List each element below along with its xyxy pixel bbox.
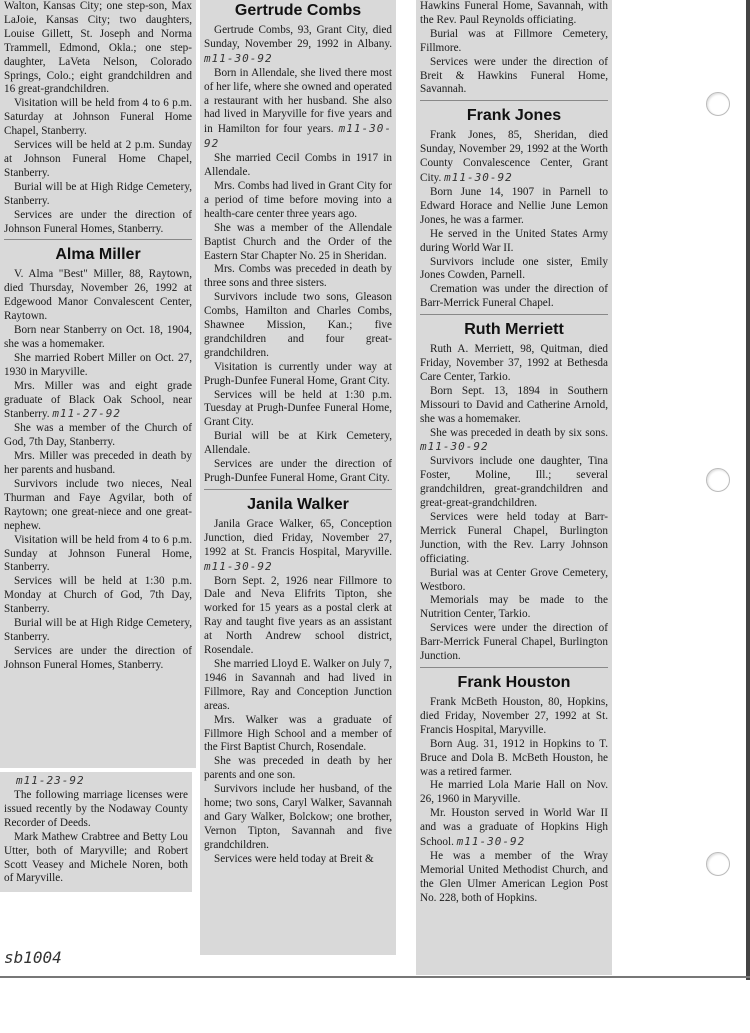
obit-paragraph: Born Sept. 2, 1926 near Fillmore to Dale and Neva Elifrits Tipton, she worked for 15 years as a postal clerk at Ray and taught five years as an assistant at North Andrew school district, Rosendale. [204,574,392,657]
obit-paragraph: Services were held today at Breit & [214,852,374,865]
obit-paragraph: Visitation is currently under way at Prugh-Dunfee Funeral Home, Grant City. [204,360,392,387]
obit-paragraph: She was preceded in death by her parents and one son. [204,755,392,782]
handwritten-date: m11-27-92 [52,407,121,421]
obit-title-gertrude-combs: Gertrude Combs [234,2,362,19]
obit-paragraph [204,24,392,67]
obit-paragraph: Mrs. Miller was preceded in death by her parents and husband. [4,450,192,477]
obit-paragraph [420,807,608,850]
obit-paragraph: Mrs. Walker was a graduate of Fillmore High School and a member of the First Baptist Church, Rosendale. [204,713,392,754]
obit-text: Mrs. Miller was and eight grade graduate of Black Oak School, near Stanberry. [4,379,192,421]
obit-paragraph: Burial will be at Kirk Cemetery, Allendale. [204,430,392,457]
handwritten-date: m11-30-92 [204,51,273,65]
obit-continuation: Services will be held at 2 p.m. Sunday at Johnson Funeral Home Chapel, Stanberry. [4,139,192,179]
column-3-clipping [416,0,612,975]
obit-paragraph: Services are under the direction of Prugh-Dunfee Funeral Home, Grant City. [204,458,392,484]
obit-paragraph: V. Alma "Best" Miller, 88, Raytown, died Thursday, November 26, 1992 at Edgewood Manor Convalescent Center, Raytown. [4,268,192,323]
obit-paragraph [204,518,392,575]
obit-paragraph: Survivors include one sister, Emily Jones Cowden, Parnell. [420,255,608,282]
handwritten-date: m11-30-92 [456,835,526,849]
obit-paragraph: Services are under the direction of Johnson Funeral Homes, Stanberry. [4,644,192,671]
obit-title-janila-walker: Janila Walker [247,495,349,513]
obit-continuation: Burial was at Fillmore Cemetery, Fillmore. [420,27,608,54]
obit-text: Janila Grace Walker, 65, Conception Junction, died Friday, November 27, 1992 at St. Francis Hospital, Maryville. [204,517,392,558]
obit-paragraph [420,427,608,456]
handwritten-date: m11-30-92 [444,171,513,185]
obit-paragraph: She married Robert Miller on Oct. 27, 1930 in Maryville. [4,351,192,378]
obit-continuation: Hawkins Funeral Home, Savannah, with the Rev. Paul Reynolds officiating. [420,0,608,26]
obit-paragraph: Survivors include one daughter, Tina Foster, Moline, Ill.; several grandchildren, great-grandchildren and great-great-grandchildren. [420,455,608,510]
obit-paragraph [4,380,192,423]
handwritten-date: m11-30-92 [204,122,393,151]
divider [420,314,608,315]
obit-continuation: Services are under the direction of Johnson Funeral Homes, Stanberry. [4,208,192,235]
obit-paragraph: He was a member of the Wray Memorial United Methodist Church, and the Glen Ulmer American Legion Post No. 228, both of Hopkins. [420,849,608,904]
obit-paragraph: Survivors include two nieces, Neal Thurman and Faye Agvilar, both of Raytown; one great-niece and one great-nephew. [4,478,192,532]
obit-paragraph: Born Aug. 31, 1912 in Hopkins to T. Bruce and Dola B. McBeth Houston, he was a retired farmer. [420,737,608,778]
obit-paragraph: He married Lola Marie Hall on Nov. 26, 1960 in Maryville. [420,779,608,806]
divider [420,667,608,668]
obit-title-frank-houston: Frank Houston [457,673,571,691]
obit-paragraph: Survivors include two sons, Gleason Combs, Hamilton and Charles Combs, Shawnee Mission, Kan.; five grandchildren and four great-grandchildren. [204,291,392,359]
obit-paragraph [204,67,392,152]
divider [204,489,392,490]
page-bottom-edge [0,976,750,978]
column-2-clipping [200,0,396,955]
obit-text: Gertrude Combs, 93, Grant City, died Sunday, November 29, 1992 in Albany. [204,24,392,50]
obit-paragraph: Born near Stanberry on Oct. 18, 1904, she was a homemaker. [4,324,192,350]
obit-continuation: Services were under the direction of Breit & Hawkins Funeral Home, Savannah. [420,55,608,96]
obit-paragraph: Cremation was under the direction of Barr-Merrick Funeral Chapel. [420,283,608,310]
divider [4,239,192,240]
obit-paragraph [420,129,608,186]
obit-paragraph: Services will be held at 1:30 p.m. Monday at Church of God, 7th Day, Stanberry. [4,575,192,616]
obit-text: Frank Jones, 85, Sheridan, died Sunday, November 29, 1992 at the Worth County Convalescence Center, Grant City. [420,129,608,185]
obit-paragraph: Survivors include her husband, of the home; two sons, Caryl Walker, Savannah and Gary Walker, Bolckow; one brother, Vernon Tipton, Savannah and five grandchildren. [204,783,392,851]
binder-hole [706,852,730,876]
page-edge [746,0,750,980]
obit-paragraph: Services will be held at 1:30 p.m. Tuesday at Prugh-Dunfee Funeral Home, Grant City. [204,388,392,429]
obit-paragraph: Mrs. Combs was preceded in death by three sons and three sisters. [204,263,392,290]
obit-title-alma-miller: Alma Miller [55,246,141,264]
obit-continuation: Walton, Kansas City; one step-son, Max LaJoie, Kansas City; two daughters, Louise Gillett, St. Joseph and Norma Trammell, Edmond, Okla.; one step-daughter, LaVeta Nelson, Colorado Springs, Colo.; eight grandchildren and 16 great-grandchildren. [4,0,192,96]
divider [420,100,608,101]
obit-paragraph: She married Cecil Combs in 1917 in Allendale. [204,152,392,179]
marriage-paragraph: Mark Mathew Crabtree and Betty Lou Utter, both of Maryville; and Robert Scott Veasey and Michele Noren, both of Maryville. [4,830,188,885]
handwritten-date: m11-30-92 [204,559,273,573]
obit-paragraph: She was a member of the Allendale Baptist Church and the Order of the Eastern Star Chapter No. 25 in Sheridan. [204,221,392,262]
marriage-paragraph: The following marriage licenses were issued recently by the Nodaway County Recorder of Deeds. [4,789,188,829]
marriage-licenses-clipping [0,772,192,892]
obit-paragraph: Born Sept. 13, 1894 in Southern Missouri to David and Catherine Arnold, she was a homemaker. [420,384,608,425]
obit-paragraph: Ruth A. Merriett, 98, Quitman, died Friday, November 37, 1992 at Bethesda Care Center, Tarkio. [420,343,608,383]
obit-paragraph: Visitation will be held from 4 to 6 p.m. Sunday at Johnson Funeral Home, Stanberry. [4,533,192,574]
obit-paragraph: Burial was at Center Grove Cemetery, Westboro. [420,566,608,593]
obit-paragraph: Mrs. Combs had lived in Grant City for a period of time before moving into a health-care center three years ago. [204,179,392,220]
handwritten-date: m11-23-92 [16,774,85,787]
obit-paragraph: He served in the United States Army during World War II. [420,227,608,254]
obit-paragraph: She married Lloyd E. Walker on July 7, 1946 in Savannah and had lived in Fillmore, Ray and Conception Junction areas. [204,657,392,712]
obit-paragraph: Memorials may be made to the Nutrition Center, Tarkio. [420,594,608,621]
column-1-clipping [0,0,196,768]
obit-title-frank-jones: Frank Jones [466,107,562,125]
obit-continuation: Visitation will be held from 4 to 6 p.m. Saturday at Johnson Funeral Home Chapel, Stanberry. [4,97,192,138]
obit-paragraph: Services were held today at Barr-Merrick Funeral Chapel, Burlington Junction, with the Rev. Larry Johnson officiating. [420,511,608,565]
handwritten-date: m11-30-92 [420,440,489,454]
binder-hole [706,92,730,116]
binder-hole [706,468,730,492]
obit-paragraph: Frank McBeth Houston, 80, Hopkins, died Friday, November 27, 1992 at St. Francis Hospital, Maryville. [420,695,608,736]
obit-paragraph: Burial will be at High Ridge Cemetery, Stanberry. [4,617,192,643]
obit-paragraph: Services were under the direction of Barr-Merrick Funeral Chapel, Burlington Junction. [420,622,608,663]
obit-title-ruth-merriett: Ruth Merriett [464,321,564,339]
obit-paragraph: She was a member of the Church of God, 7th Day, Stanberry. [4,422,192,449]
obit-paragraph: Born June 14, 1907 in Parnell to Edward Horace and Nellie June Lemon Jones, he was a farmer. [420,185,608,226]
obit-text: Mr. Houston served in World War II and was a graduate of Hopkins High School. [420,807,608,849]
obit-continuation: Burial will be at High Ridge Cemetery, Stanberry. [4,180,192,207]
obit-text: She was preceded in death by six sons. [430,426,608,439]
obit-text: Born in Allendale, she lived there most of her life, where she owned and operated a restaurant with her husband. She also had lived in Maryville for five years and in Hamilton for four years. [204,66,392,136]
handwritten-page-id: sb1004 [4,948,62,967]
